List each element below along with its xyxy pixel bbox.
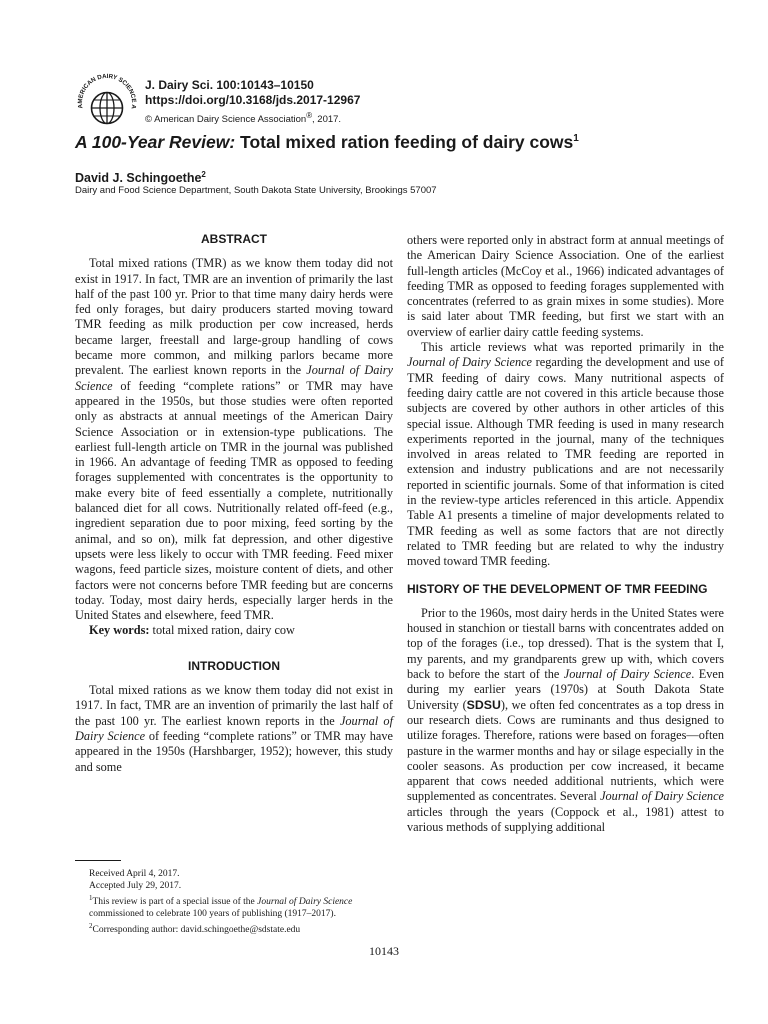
history-paragraph: Prior to the 1960s, most dairy herds in the United States were housed in stanchion or tiestall barns with concentrates added on top of the forages (i.e., top dressed). That is the system that I, my parents, and my grandparents grew up with, which covers back to before the start of the Journal of Dairy Science. Even during my earlier years (1970s) at South Dakota State University (SDSU), we often fed concentrates as a top dress in our research diets. Cows are ruminants and thus designed to utilize forages. Therefore, rations were based on forages—often pasture in the warmer months and hay or silage especially in the cooler seasons. As production per cow increased, it became apparent that cows needed additional nutrients, which were supplemented as concentrates. Several Journal of Dairy Science articles through the years (Coppock et al., 1981) attest to various methods of supplying additional bbox=[407, 605, 724, 834]
globe-logo-icon bbox=[74, 70, 140, 136]
introduction-text: Total mixed rations as we know them today did not exist in 1917. In fact, TMR are an invention of primarily the last half of the past 100 yr. The earliest known reports in the Journal of Dairy Science of feeding “complete rations” or TMR may have appeared in the 1950s (Harshbarger, 1952); however, this study and some bbox=[75, 683, 393, 774]
footnote-2: $^2$Corresponding author: david.schingoethe@sdstate.edu bbox=[89, 922, 301, 936]
ads-association-logo bbox=[74, 70, 140, 136]
doi-link[interactable]: https://doi.org/10.3168/jds.2017-12967 bbox=[145, 93, 361, 107]
review-scope-paragraph: This article reviews what was reported primarily in the Journal of Dairy Science regarding the development and use of TMR feeding of dairy cows. Many nutritional aspects of feeding dairy cattle are not covered in this article because those subjects are covered by other authors in other articles of this special issue. Although TMR feeding is used in many research experiments reported in the journal, many of the techniques involved in areas related to TMR feeding are reported in extension and industry publications and are not necessarily reported in scientific journals. Some of that information is cited in the review-type articles referenced in this article. Appendix Table A1 presents a timeline of major developments related to TMR feeding as well as some factors that are not directly related to TMR feeding but are related to why the industry moved toward TMR feeding. bbox=[407, 340, 724, 569]
history-heading: HISTORY OF THE DEVELOPMENT OF TMR FEEDING bbox=[407, 581, 708, 596]
footnotes bbox=[75, 868, 395, 936]
received-date: Received April 4, 2017. bbox=[89, 869, 180, 879]
copyright-line: © American Dairy Science Association®, 2017. bbox=[145, 111, 342, 126]
journal-header bbox=[145, 78, 360, 127]
key-words: Key words: total mixed ration, dairy cow bbox=[89, 623, 295, 638]
author-name: David J. Schingoethe$^2$ bbox=[75, 170, 206, 186]
abstract-text: Total mixed rations (TMR) as we know them today did not exist in 1917. In fact, TMR are an invention of primarily the last half of the past 100 yr. Prior to that time many dairy herds were fed only forages, but dairy producers started moving toward TMR feeding as milk production per cow increased, herds became larger, freestall and large-group handling of cows became more common, and milking parlors became more prevalent. The earliest known reports in the Journal of Dairy Science of feeding “complete rations” or TMR may have appeared in the 1950s, but those studies were often reported only as abstracts at annual meetings of the American Dairy Science Association or in extension-type publications. The earliest full-length article on TMR in the journal was published in 1966. An advantage of feeding TMR as opposed to feeding forages supplemented with concentrates is the opportunity to make every bite of feed essentially a complete, nutritionally balanced diet for all cows. Nutritionally related off-feed (e.g., ingredient separation due to poor mixing, feed sorting by the animal, and so on), milk fat depression, and other digestive upsets were less likely to occur with TMR feeding. Feed mixer wagons, feed particle sizes, moisture content of diets, and other factors were not concerns before TMR feeding but are concerns today. Today, most dairy herds, especially larger herds in the United States and elsewhere, feed TMR. bbox=[75, 256, 394, 623]
page-number: 10143 bbox=[369, 944, 399, 958]
abstract-heading: ABSTRACT bbox=[201, 232, 267, 246]
introduction-heading: INTRODUCTION bbox=[188, 658, 280, 673]
right-column bbox=[407, 233, 724, 835]
svg-text:AMERICAN DAIRY SCIENCE ASSOCIA bbox=[74, 70, 137, 110]
journal-citation: J. Dairy Sci. 100:10143–10150 bbox=[145, 78, 314, 92]
footnote-1: $^1$This review is part of a special issue of the Journal of Dairy Science commissioned to celebrate 100 years of publishing (1917–2017). bbox=[89, 894, 353, 920]
left-column bbox=[75, 232, 393, 775]
accepted-date: Accepted July 29, 2017. bbox=[89, 881, 182, 891]
author-affiliation: Dairy and Food Science Department, South Dakota State University, Brookings 57007 bbox=[75, 185, 437, 196]
introduction-continued: others were reported only in abstract form at annual meetings of the American Dairy Science Association. One of the earliest full-length articles (McCoy et al., 1966) indicated advantages of feeding TMR as opposed to feeding forages supplemented with concentrates (referred to as grain mixes in some studies). More is said later about TMR feeding, but first we start with an overview of earlier dairy cattle feeding systems. bbox=[407, 233, 724, 339]
logo-text: AMERICAN DAIRY SCIENCE A bbox=[76, 72, 138, 110]
article-title: A 100-Year Review: Total mixed ration feeding of dairy cows$^1$ bbox=[75, 132, 579, 152]
footnote-divider bbox=[75, 860, 121, 861]
